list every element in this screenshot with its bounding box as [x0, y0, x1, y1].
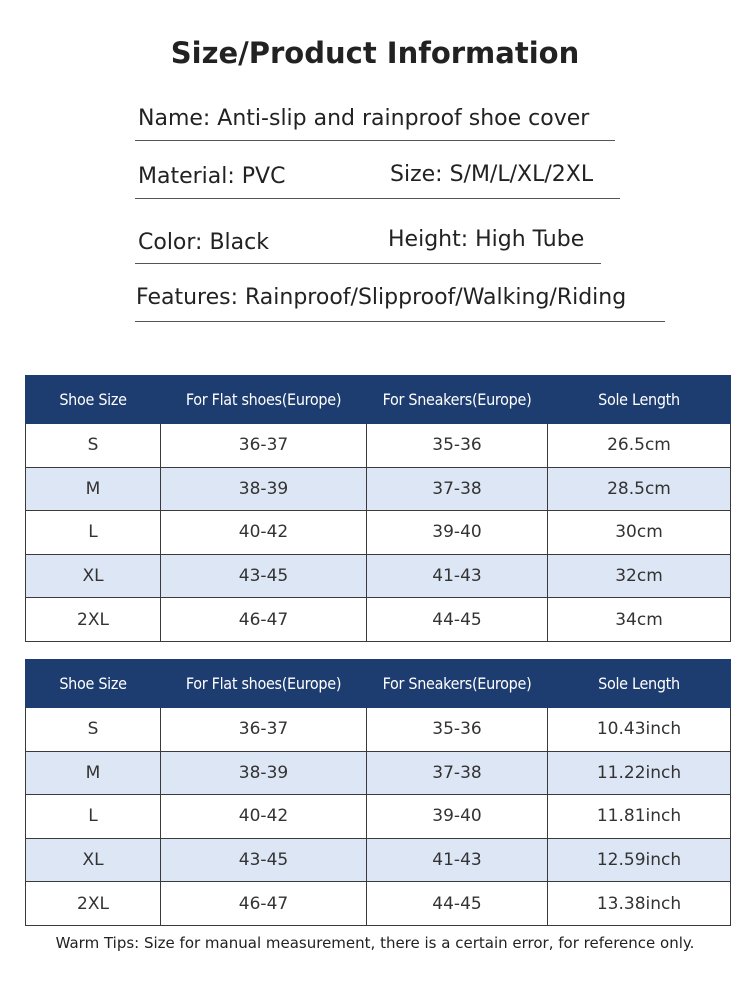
cell-sneakers: 39-40	[367, 795, 548, 839]
cell-sole: 32cm	[548, 554, 731, 598]
cell-flat: 36-37	[161, 708, 367, 752]
header-sneakers: For Sneakers(Europe)	[367, 376, 548, 424]
table-row	[26, 598, 731, 642]
table-header-row	[26, 660, 731, 708]
table-row	[26, 882, 731, 926]
cell-size: M	[26, 751, 161, 795]
cell-size: S	[26, 424, 161, 468]
warm-tips: Warm Tips: Size for manual measurement, there is a certain error, for reference only.	[55, 934, 695, 952]
cell-size: L	[26, 511, 161, 555]
size-table-inch	[25, 659, 731, 926]
cell-sole: 26.5cm	[548, 424, 731, 468]
cell-flat: 46-47	[161, 598, 367, 642]
table-row	[26, 751, 731, 795]
cell-sole: 12.59inch	[548, 838, 731, 882]
divider	[135, 140, 615, 141]
table-row	[26, 511, 731, 555]
page-title: Size/Product Information	[170, 36, 580, 70]
header-sneakers: For Sneakers(Europe)	[367, 660, 548, 708]
divider	[135, 198, 620, 199]
cell-sole: 10.43inch	[548, 708, 731, 752]
cell-sneakers: 41-43	[367, 554, 548, 598]
table-row	[26, 467, 731, 511]
cell-sneakers: 35-36	[367, 708, 548, 752]
cell-sole: 11.81inch	[548, 795, 731, 839]
cell-flat: 38-39	[161, 751, 367, 795]
product-name: Name: Anti-slip and rainproof shoe cover	[138, 106, 590, 131]
cell-size: S	[26, 708, 161, 752]
header-shoe-size: Shoe Size	[26, 660, 161, 708]
product-size: Size: S/M/L/XL/2XL	[390, 162, 594, 187]
cell-sole: 11.22inch	[548, 751, 731, 795]
cell-sole: 28.5cm	[548, 467, 731, 511]
cell-sneakers: 39-40	[367, 511, 548, 555]
product-height: Height: High Tube	[388, 227, 585, 252]
cell-flat: 40-42	[161, 795, 367, 839]
header-sole-length: Sole Length	[548, 376, 731, 424]
table-row	[26, 795, 731, 839]
cell-flat: 36-37	[161, 424, 367, 468]
header-shoe-size: Shoe Size	[26, 376, 161, 424]
cell-size: 2XL	[26, 598, 161, 642]
cell-flat: 40-42	[161, 511, 367, 555]
cell-flat: 38-39	[161, 467, 367, 511]
size-table-cm	[25, 375, 731, 642]
cell-flat: 43-45	[161, 838, 367, 882]
cell-sneakers: 41-43	[367, 838, 548, 882]
table-row	[26, 424, 731, 468]
table-row	[26, 838, 731, 882]
divider	[135, 321, 665, 322]
cell-sneakers: 44-45	[367, 598, 548, 642]
header-flat-shoes: For Flat shoes(Europe)	[161, 660, 367, 708]
table-row	[26, 708, 731, 752]
product-color: Color: Black	[138, 230, 269, 255]
cell-sole: 30cm	[548, 511, 731, 555]
cell-sneakers: 44-45	[367, 882, 548, 926]
header-flat-shoes: For Flat shoes(Europe)	[161, 376, 367, 424]
cell-sneakers: 35-36	[367, 424, 548, 468]
cell-size: M	[26, 467, 161, 511]
cell-sole: 13.38inch	[548, 882, 731, 926]
cell-size: L	[26, 795, 161, 839]
cell-sole: 34cm	[548, 598, 731, 642]
cell-flat: 43-45	[161, 554, 367, 598]
product-features: Features: Rainproof/Slipproof/Walking/Riding	[136, 285, 627, 310]
cell-sneakers: 37-38	[367, 751, 548, 795]
cell-size: 2XL	[26, 882, 161, 926]
cell-size: XL	[26, 554, 161, 598]
header-sole-length: Sole Length	[548, 660, 731, 708]
product-material: Material: PVC	[138, 164, 286, 189]
table-header-row	[26, 376, 731, 424]
cell-size: XL	[26, 838, 161, 882]
divider	[135, 263, 601, 264]
table-row	[26, 554, 731, 598]
cell-flat: 46-47	[161, 882, 367, 926]
cell-sneakers: 37-38	[367, 467, 548, 511]
